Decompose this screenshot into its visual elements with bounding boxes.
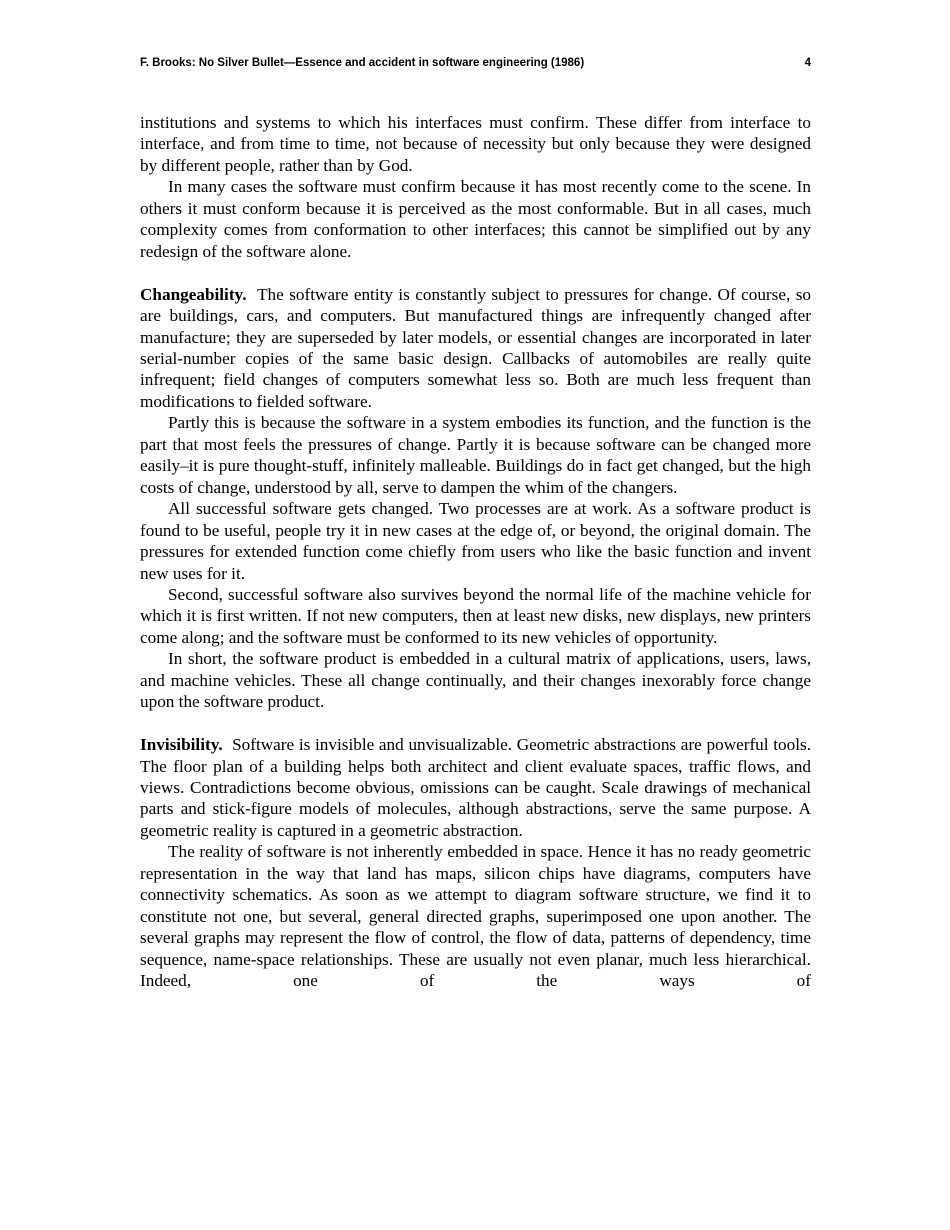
invisibility-paragraph-1 (140, 734, 811, 841)
body-text (140, 112, 811, 992)
paragraph-conformity-end: In many cases the software must confirm because it has most recently come to the scene. In others it must conform because it is perceived as the most conformable. But in all cases, much complexity comes from conformation to other interfaces; this cannot be simplified out by any redesign of the software alone. (140, 177, 811, 261)
changeability-paragraph-5: In short, the software product is embedded in a cultural matrix of applications, users, laws, and machine vehicles. These all change continually, and their changes inexorably force change upon the software product. (140, 649, 811, 712)
changeability-paragraph-2: Partly this is because the software in a system embodies its function, and the function is the part that most feels the pressures of change. Partly it is because software can be changed more easily–it is pure thought-stuff, infinitely malleable. Buildings do in fact get changed, but the high costs of change, understood by all, serve to dampen the whim of the changers. (140, 413, 811, 497)
changeability-heading: Changeability. (140, 284, 247, 304)
changeability-paragraph-3: All successful software gets changed. Two processes are at work. As a software product is found to be useful, people try it in new cases at the edge of, or beyond, the original domain. The pressures for extended function come chiefly from users who like the basic function and invent new uses for it. (140, 499, 811, 583)
header-title: F. Brooks: No Silver Bullet—Essence and accident in software engineering (1986) (140, 57, 585, 69)
invisibility-text-1: Software is invisible and unvisualizable. Geometric abstractions are powerful tools. The floor plan of a building helps both architect and client evaluate spaces, traffic flows, and views. Contradictions become obvious, omissions can be caught. Scale drawings of mechanical parts and stick-figure models of molecules, although abstractions, serve the same purpose. A geometric reality is captured in a geometric abstraction. (140, 735, 811, 840)
changeability-text-1: The software entity is constantly subject to pressures for change. Of course, so are buildings, cars, and computers. But manufactured things are infrequently changed after manufacture; they are superseded by later models, or essential changes are incorporated in later serial-number copies of the same basic design. Callbacks of automobiles are really quite infrequent; field changes of computers somewhat less so. Both are much less frequent than modifications to fielded software. (140, 284, 811, 411)
invisibility-paragraph-2: The reality of software is not inherently embedded in space. Hence it has no ready geometric representation in the way that land has maps, silicon chips have diagrams, computers have connectivity schematics. As soon as we attempt to diagram software structure, we find it to constitute not one, but several, general directed graphs, superimposed one upon another. The several graphs may represent the flow of control, the flow of data, patterns of dependency, time sequence, name-space relationships. These are usually not even planar, much less hierarchical. Indeed, one of the ways of (140, 842, 811, 991)
page-number: 4 (804, 57, 811, 69)
changeability-paragraph-1 (140, 284, 811, 413)
running-header (140, 57, 811, 73)
invisibility-heading: Invisibility. (140, 735, 223, 755)
paragraph-continued: institutions and systems to which his interfaces must confirm. These differ from interface to interface, and from time to time, not because of necessity but only because they were designed by different people, rather than by God. (140, 113, 811, 175)
changeability-paragraph-4: Second, successful software also survives beyond the normal life of the machine vehicle for which it is first written. If not new computers, then at least new disks, new displays, new printers come along; and the software must be conformed to its new vehicles of opportunity. (140, 584, 811, 647)
